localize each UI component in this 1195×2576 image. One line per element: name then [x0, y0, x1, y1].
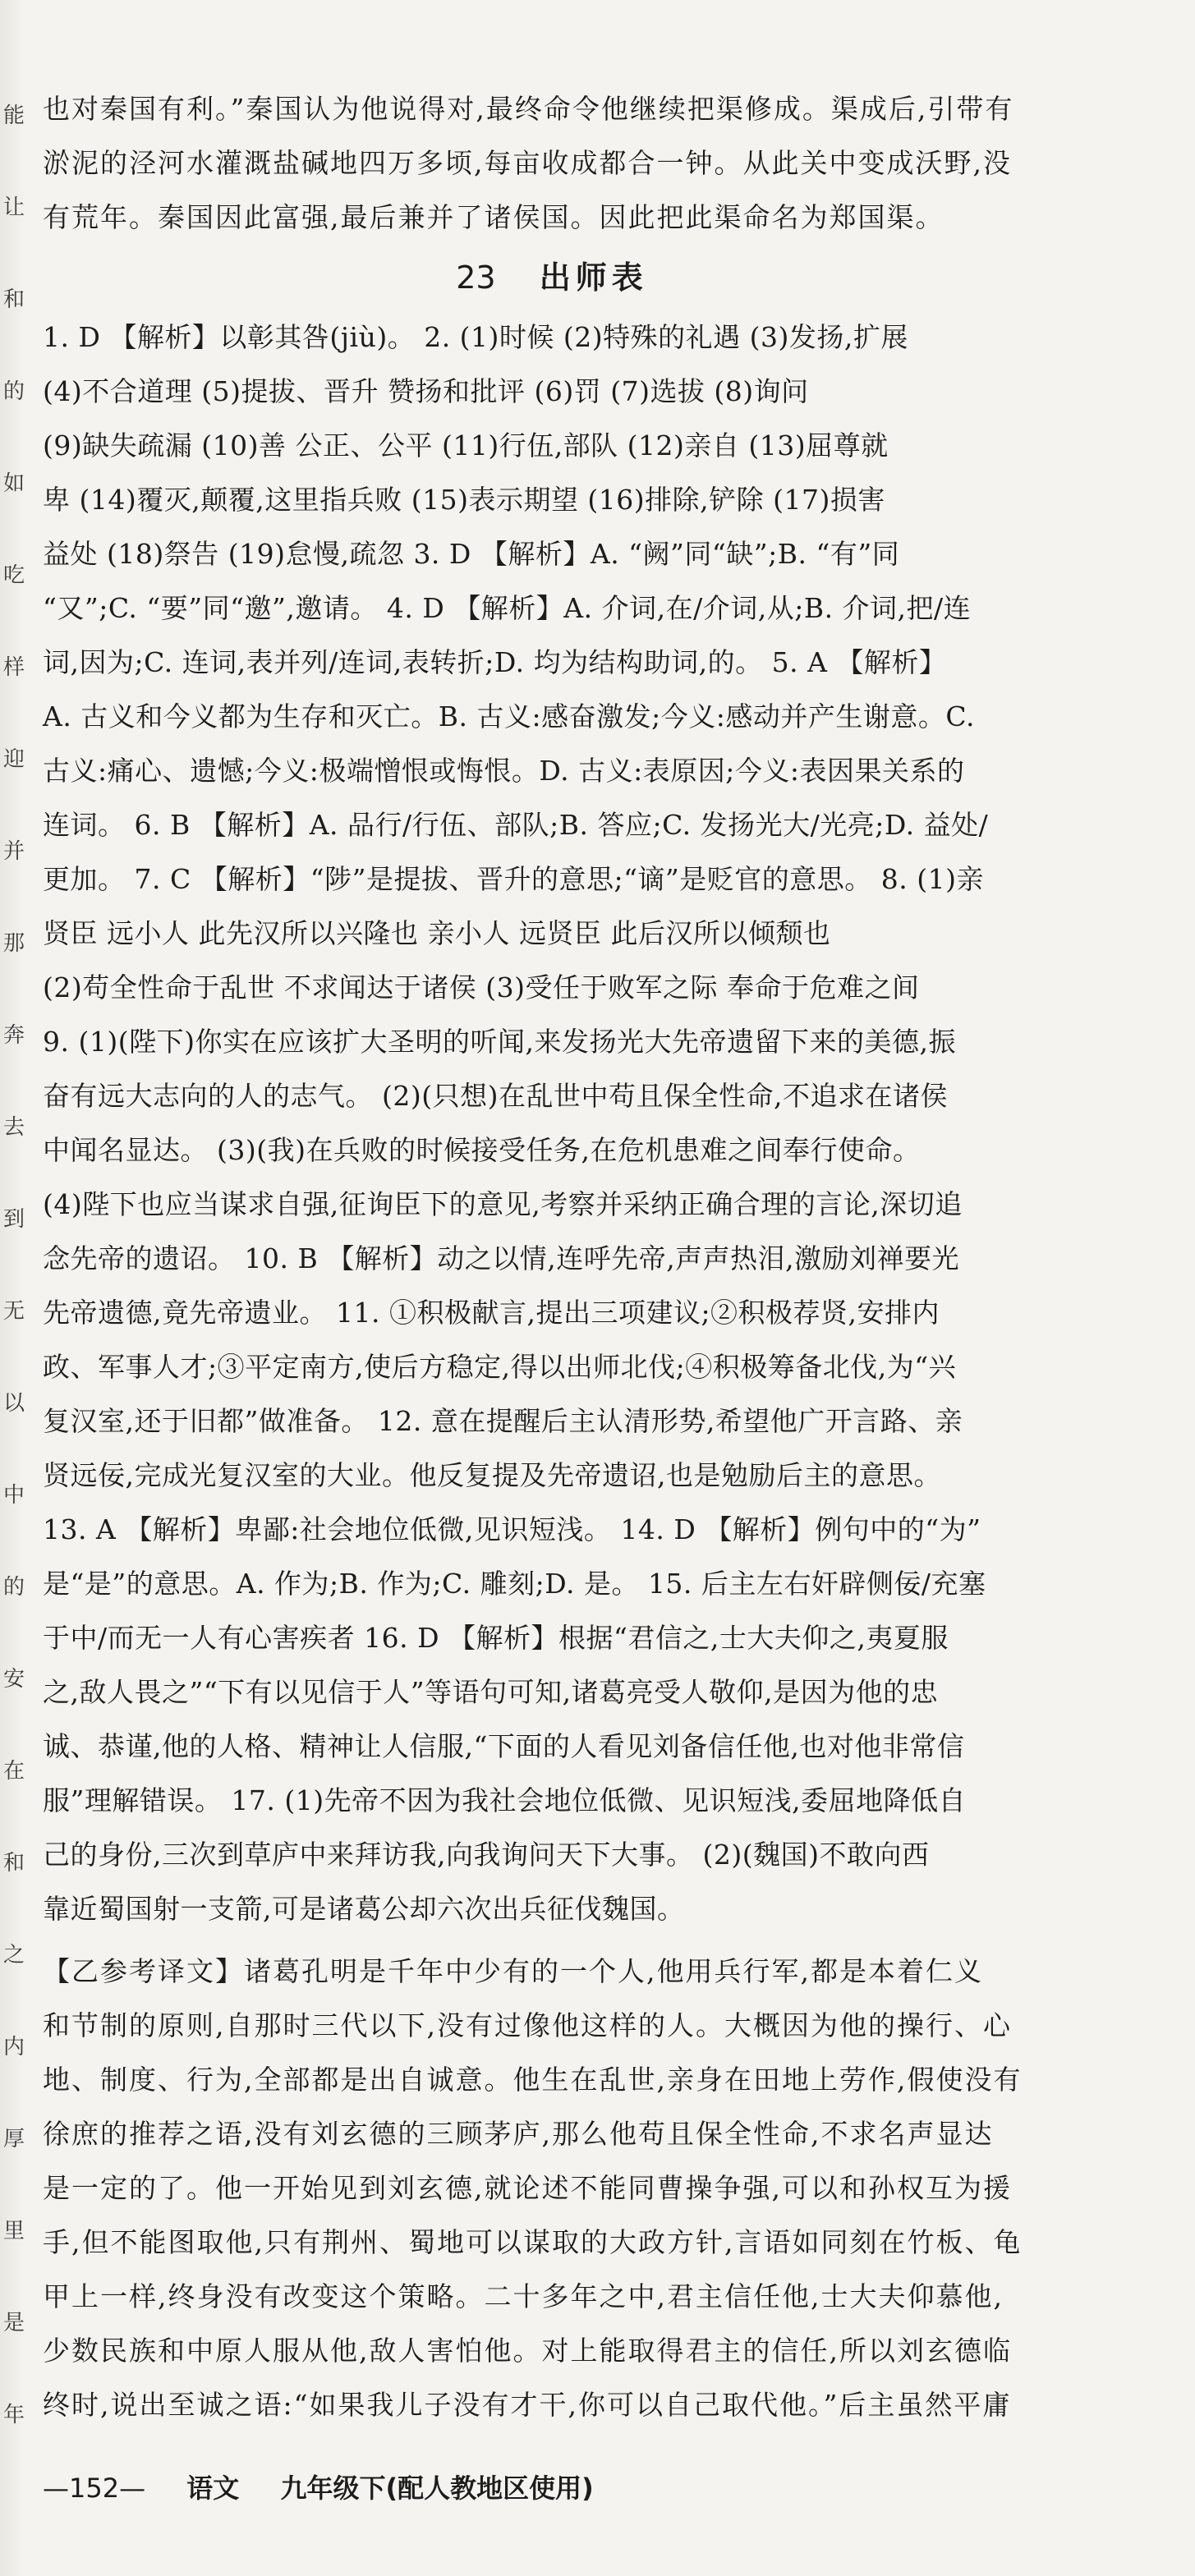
translation-line: 徐庶的推荐之语,没有刘玄德的三顾茅庐,那么他苟且保全性命,不求名声显达 — [43, 2118, 994, 2150]
margin-glyph: 以 — [3, 1391, 25, 1416]
answer-line: (2)苟全性命于乱世 不求闻达于诸侯 (3)受任于败军之际 奉命于危难之间 — [43, 971, 920, 1003]
text-line: 淤泥的泾河水灌溉盐碱地四万多顷,每亩收成都合一钟。从此关中变成沃野,没 — [43, 147, 1012, 179]
answer-line: 更加。 7. C 【解析】“陟”是提拔、晋升的意思;“谪”是贬官的意思。 8. (1)亲 — [43, 863, 985, 895]
margin-glyph: 吃 — [3, 563, 25, 588]
margin-glyph: 样 — [3, 655, 25, 680]
answer-line: 贤臣 远小人 此先汉所以兴隆也 亲小人 远贤臣 此后汉所以倾颓也 — [43, 917, 831, 949]
margin-glyph: 中 — [3, 1483, 25, 1508]
margin-glyph: 在 — [3, 1759, 25, 1784]
answer-line: A. 古义和今义都为生存和灭亡。B. 古义:感奋激发;今义:感动并产生谢意。C. — [43, 700, 975, 732]
answer-line: (4)陛下也应当谋求自强,征询臣下的意见,考察并采纳正确合理的言论,深切追 — [43, 1188, 963, 1220]
answer-line: 连词。 6. B 【解析】A. 品行/行伍、部队;B. 答应;C. 发扬光大/光亮;D. 益处/ — [43, 809, 989, 841]
answer-line: 服”理解错误。 17. (1)先帝不因为我社会地位低微、见识短浅,委屈地降低自 — [43, 1784, 967, 1816]
text-line: 也对秦国有利。”秦国认为他说得对,最终命令他继续把渠修成。渠成后,引带有 — [43, 93, 1014, 125]
translation-line: 手,但不能图取他,只有荆州、蜀地可以谋取的大政方针,言语如同刻在竹板、龟 — [43, 2226, 1023, 2258]
margin-glyph: 能 — [3, 103, 25, 128]
answer-key — [43, 310, 1061, 1936]
translation-line: 甲上一样,终身没有改变这个策略。二十多年之中,君主信任他,士大夫仰慕他, — [43, 2280, 1004, 2312]
margin-glyph: 迎 — [3, 747, 25, 772]
answer-line: 己的身份,三次到草庐中来拜访我,向我询问天下大事。 (2)(魏国)不敢向西 — [43, 1839, 930, 1871]
translation-line: 是一定的了。他一开始见到刘玄德,就论述不能同曹操争强,可以和孙权互为援 — [43, 2172, 1012, 2204]
margin-glyph: 是 — [3, 2311, 25, 2335]
answer-line: 词,因为;C. 连词,表并列/连词,表转折;D. 均为结构助词,的。 5. A 【解析】 — [43, 646, 947, 678]
margin-glyph: 去 — [3, 1115, 25, 1140]
translation-line: 地、制度、行为,全部都是出自诚意。他生在乱世,亲身在田地上劳作,假使没有 — [43, 2064, 1023, 2096]
answer-line: 卑 (14)覆灭,颠覆,这里指兵败 (15)表示期望 (16)排除,铲除 (17)损害 — [43, 484, 885, 516]
translation-line: 和节制的原则,自那时三代以下,没有过像他这样的人。大概因为他的操行、心 — [43, 2009, 1012, 2041]
intro-paragraph — [43, 82, 1061, 245]
margin-glyph: 内 — [3, 2035, 25, 2059]
subject-label: 语文 — [186, 2473, 240, 2504]
margin-glyph: 之 — [3, 1943, 25, 1968]
answer-line: 诚、恭谨,他的人格、精神让人信服,“下面的人看见刘备信任他,也对他非常信 — [43, 1730, 965, 1762]
answer-line: (9)缺失疏漏 (10)善 公正、公平 (11)行伍,部队 (12)亲自 (13)屈尊就 — [43, 429, 889, 461]
answer-line: 贤远佞,完成光复汉室的大业。他反复提及先帝遗诏,也是勉励后主的意思。 — [43, 1459, 941, 1491]
reference-translation — [43, 1945, 1061, 2432]
translation-line: 【乙参考译文】诸葛孔明是千年中少有的一个人,他用兵行军,都是本着仁义 — [43, 1955, 983, 1987]
answer-line: 先帝遗德,竟先帝遗业。 11. ①积极献言,提出三项建议;②积极荐贤,安排内 — [43, 1297, 940, 1329]
margin-glyph: 让 — [3, 195, 25, 220]
margin-glyph: 里 — [3, 2219, 25, 2243]
answer-line: 念先帝的遗诏。 10. B 【解析】动之以情,连呼先帝,声声热泪,激励刘禅要光 — [43, 1242, 960, 1274]
answer-line: 1. D 【解析】以彰其咎(jiù)。 2. (1)时候 (2)特殊的礼遇 (3)发扬,扩展 — [43, 321, 908, 353]
answer-line: 于中/而无一人有心害疾者 16. D 【解析】根据“君信之,士大夫仰之,夷夏服 — [43, 1622, 949, 1654]
text-line: 有荒年。秦国因此富强,最后兼并了诸侯国。因此把此渠命名为郑国渠。 — [43, 201, 945, 233]
margin-glyph: 年 — [3, 2403, 25, 2427]
left-margin-bleed — [0, 0, 25, 2576]
answer-line: 9. (1)(陛下)你实在应该扩大圣明的听闻,来发扬光大先帝遗留下来的美德,振 — [43, 1026, 956, 1058]
margin-glyph: 和 — [3, 1851, 25, 1876]
margin-glyph: 到 — [3, 1207, 25, 1232]
page-body — [43, 82, 1061, 2432]
answer-line: 之,敌人畏之”“下有以见信于人”等语句可知,诸葛亮受人敬仰,是因为他的忠 — [43, 1676, 939, 1708]
page-number: —152— — [43, 2473, 146, 2504]
translation-line: 少数民族和中原人服从他,敌人害怕他。对上能取得君主的信任,所以刘玄德临 — [43, 2335, 1012, 2367]
margin-glyph: 如 — [3, 471, 25, 496]
grade-label: 九年级下(配人教地区使用) — [280, 2473, 594, 2504]
answer-line: 益处 (18)祭告 (19)怠慢,疏忽 3. D 【解析】A. “阙”同“缺”;B. “有”同 — [43, 538, 900, 570]
answer-line: 是“是”的意思。A. 作为;B. 作为;C. 雕刻;D. 是。 15. 后主左右奸辟侧佞/充塞 — [43, 1568, 986, 1600]
answer-line: 复汉室,还于旧都”做准备。 12. 意在提醒后主认清形势,希望他广开言路、亲 — [43, 1405, 963, 1437]
answer-line: 靠近蜀国射一支箭,可是诸葛公却六次出兵征伐魏国。 — [43, 1893, 685, 1925]
margin-glyph: 的 — [3, 379, 25, 404]
section-title: 出师表 — [539, 259, 648, 296]
answer-line: (4)不合道理 (5)提拔、晋升 赞扬和批评 (6)罚 (7)选拔 (8)询问 — [43, 375, 809, 407]
margin-glyph: 奔 — [3, 1023, 25, 1048]
margin-glyph: 的 — [3, 1575, 25, 1600]
answer-line: “又”;C. “要”同“邀”,邀请。 4. D 【解析】A. 介词,在/介词,从;B. 介词,把/连 — [43, 592, 972, 624]
margin-glyph: 和 — [3, 287, 25, 312]
translation-line: 终时,说出至诚之语:“如果我儿子没有才干,你可以自己取代他。”后主虽然平庸 — [43, 2389, 1012, 2421]
margin-glyph: 那 — [3, 931, 25, 956]
margin-glyph: 厚 — [3, 2127, 25, 2151]
answer-line: 政、军事人才;③平定南方,使后方稳定,得以出师北伐;④积极筹备北伐,为“兴 — [43, 1351, 957, 1383]
margin-glyph: 无 — [3, 1299, 25, 1324]
margin-glyph: 安 — [3, 1667, 25, 1692]
answer-line: 奋有远大志向的人的志气。 (2)(只想)在乱世中苟且保全性命,不追求在诸侯 — [43, 1080, 948, 1112]
answer-line: 中闻名显达。 (3)(我)在兵败的时候接受任务,在危机患难之间奉行使命。 — [43, 1134, 921, 1166]
page-footer — [43, 2464, 594, 2513]
answer-line: 13. A 【解析】卑鄙:社会地位低微,见识短浅。 14. D 【解析】例句中的“为” — [43, 1513, 981, 1545]
margin-glyph: 并 — [3, 839, 25, 864]
section-number: 23 — [456, 259, 496, 296]
section-heading — [43, 245, 1061, 310]
answer-line: 古义:痛心、遗憾;今义:极端憎恨或悔恨。D. 古义:表原因;今义:表因果关系的 — [43, 755, 965, 787]
